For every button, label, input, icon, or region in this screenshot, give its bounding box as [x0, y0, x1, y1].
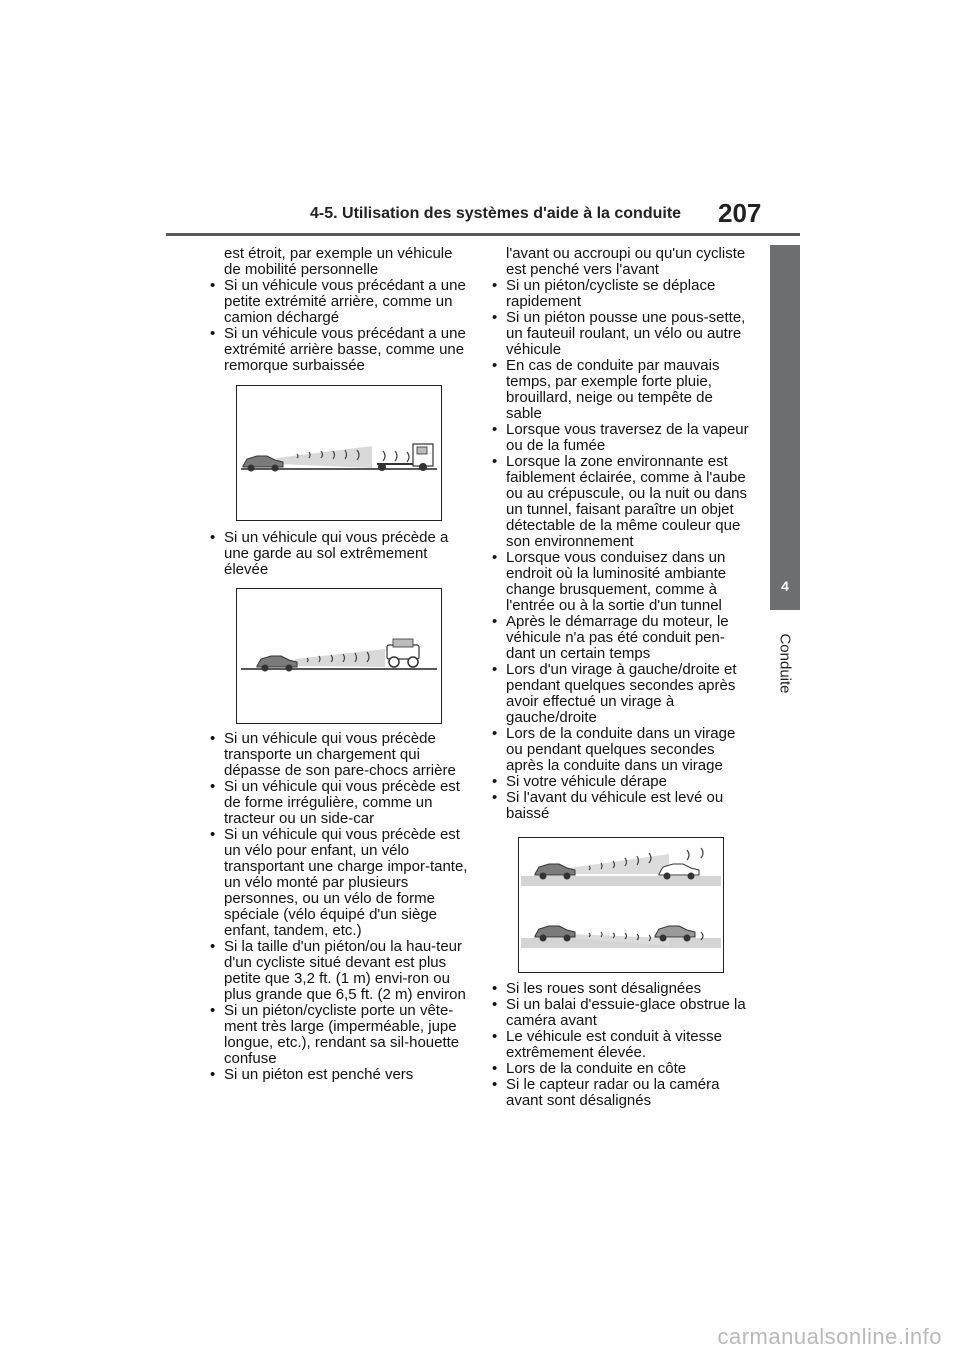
bullet: • [210, 778, 216, 795]
list-item-text: Si la taille d'un piéton/ou la hau-teur d'un cycliste situé devant est plus petite que 3,2 ft. (1 m) envi-ron ou plus grande que 6,5 ft. (2 m) environ [224, 938, 466, 1003]
list-item-text: Si un véhicule qui vous précède transporte un chargement qui dépasse de son pare-chocs arrière [224, 730, 456, 779]
list-item [490, 278, 752, 310]
list-item [490, 422, 752, 454]
figure-vehicle-pitch [518, 837, 724, 973]
list-item [490, 614, 752, 662]
list-item [490, 997, 752, 1029]
list-item-text: Si l'avant du véhicule est levé ou baissé [506, 789, 724, 822]
bullet: • [492, 277, 498, 294]
list-item-text: Si un piéton pousse une pous-sette, un fauteuil roulant, un vélo ou autre véhicule [506, 309, 746, 358]
list-item-text: Lors de la conduite dans un virage ou pendant quelques secondes après la conduite dans un virage [506, 725, 736, 774]
list-item-text: En cas de conduite par mauvais temps, par exemple forte pluie, brouillard, neige ou tempête de sable [506, 357, 720, 422]
list-item [208, 827, 470, 939]
bullet: • [492, 1028, 498, 1045]
bullet: • [492, 980, 498, 997]
list-item-text: Le véhicule est conduit à vitesse extrêmement élevée. [506, 1028, 722, 1061]
bullet: • [210, 277, 216, 294]
list-item-text: Si un balai d'essuie-glace obstrue la caméra avant [506, 996, 746, 1029]
suv-icon [387, 639, 419, 667]
list-item-text: Si un piéton/cycliste se déplace rapidement [506, 277, 716, 310]
list-item-text: Lorsque vous conduisez dans un endroit où la luminosité ambiante change brusquement, comme à l'entrée ou à la sortie d'un tunnel [506, 549, 727, 614]
list-item-text: Après le démarrage du moteur, le véhicule n'a pas été conduit pen-dant un certain temps [506, 613, 729, 662]
list-item [490, 981, 752, 997]
chapter-label-box [770, 618, 800, 708]
bullet: • [492, 661, 498, 678]
left-column [208, 246, 470, 374]
list-item [208, 779, 470, 827]
continuation-text: l'avant ou accroupi ou qu'un cycliste est penché vers l'avant [506, 245, 746, 278]
bullet: • [492, 789, 498, 806]
continuation-text: est étroit, par exemple un véhicule de mobilité personnelle [224, 245, 453, 278]
list-item-text: Si un piéton/cycliste porte un vête-ment très large (imperméable, jupe longue, etc.), rendant sa sil-houette confuse [224, 1002, 460, 1067]
list-item-text: Si un véhicule qui vous précède a une garde au sol extrêmement élevée [224, 529, 449, 578]
bullet: • [210, 730, 216, 747]
list-item [490, 662, 752, 726]
list-item [490, 1029, 752, 1061]
list-item-text: Lors d'un virage à gauche/droite et pendant quelques secondes après avoir effectué un virage à gauche/droite [506, 661, 737, 726]
list-item [208, 530, 470, 578]
list-item [490, 1061, 752, 1077]
list-item [208, 1067, 470, 1083]
list-item [208, 731, 470, 779]
left-mid-list [208, 530, 470, 578]
list-item-text: Si le capteur radar ou la caméra avant sont désalignés [506, 1076, 720, 1109]
list-item-text: Si un véhicule qui vous précède est de forme irrégulière, comme un tracteur ou un side-car [224, 778, 460, 827]
bullet: • [210, 826, 216, 843]
header-rule [166, 233, 800, 236]
bullet: • [492, 725, 498, 742]
bullet: • [492, 549, 498, 566]
figure-high-clearance-vehicle [236, 588, 442, 724]
list-item-text: Si un véhicule qui vous précède est un vélo pour enfant, un vélo transportant une charge impor-tante, un vélo monté par plusieurs personnes, ou un vélo de forme spéciale (vélo équipé d'un siège enfant, tandem, etc.) [224, 826, 468, 939]
list-item-text: Lorsque vous traversez de la vapeur ou de la fumée [506, 421, 749, 454]
list-item-text: Lorsque la zone environnante est faiblement éclairée, comme à l'aube ou au crépuscule, ou la nuit ou dans un tunnel, faisant paraître un objet détectable de la même couleur que son environnement [506, 453, 748, 550]
list-item [208, 326, 470, 374]
page-number: 207 [718, 198, 762, 228]
list-item-text: Si un piéton est penché vers [224, 1066, 414, 1083]
bullet: • [492, 453, 498, 470]
list-item [208, 939, 470, 1003]
bullet: • [492, 996, 498, 1013]
bullet: • [492, 613, 498, 630]
chapter-tab [770, 245, 800, 610]
right-bottom-list [490, 981, 752, 1109]
bullet: • [492, 1076, 498, 1093]
left-bottom-list [208, 731, 470, 1083]
list-item [490, 454, 752, 550]
bullet: • [210, 938, 216, 955]
chapter-number: 4 [781, 578, 789, 594]
watermark: carmanualsonline.info [717, 1324, 942, 1349]
list-item [208, 278, 470, 326]
list-item [490, 550, 752, 614]
list-item-text: Lors de la conduite en côte [506, 1060, 687, 1077]
list-item [208, 1003, 470, 1067]
bullet: • [210, 1066, 216, 1083]
list-item [490, 726, 752, 774]
list-item-text: Si un véhicule vous précédant a une extrémité arrière basse, comme une remorque surbaissée [224, 325, 466, 374]
bullet: • [492, 309, 498, 326]
bullet: • [492, 421, 498, 438]
right-column [490, 246, 752, 822]
header-title: 4-5. Utilisation des systèmes d'aide à la conduite [310, 205, 682, 222]
list-item [490, 310, 752, 358]
bullet: • [492, 357, 498, 374]
list-item [490, 358, 752, 422]
bullet: • [492, 1060, 498, 1077]
bullet: • [492, 773, 498, 790]
list-item-text: Si les roues sont désalignées [506, 980, 702, 997]
bullet: • [210, 325, 216, 342]
bullet: • [210, 1002, 216, 1019]
chapter-label: Conduite [776, 632, 794, 694]
list-item [490, 1077, 752, 1109]
bullet: • [210, 529, 216, 546]
list-item-text: Si votre véhicule dérape [506, 773, 667, 790]
list-item [490, 774, 752, 790]
list-item-text: Si un véhicule vous précédant a une petite extrémité arrière, comme un camion déchargé [224, 277, 466, 326]
list-item [490, 790, 752, 822]
figure-small-rear-truck [236, 385, 442, 521]
